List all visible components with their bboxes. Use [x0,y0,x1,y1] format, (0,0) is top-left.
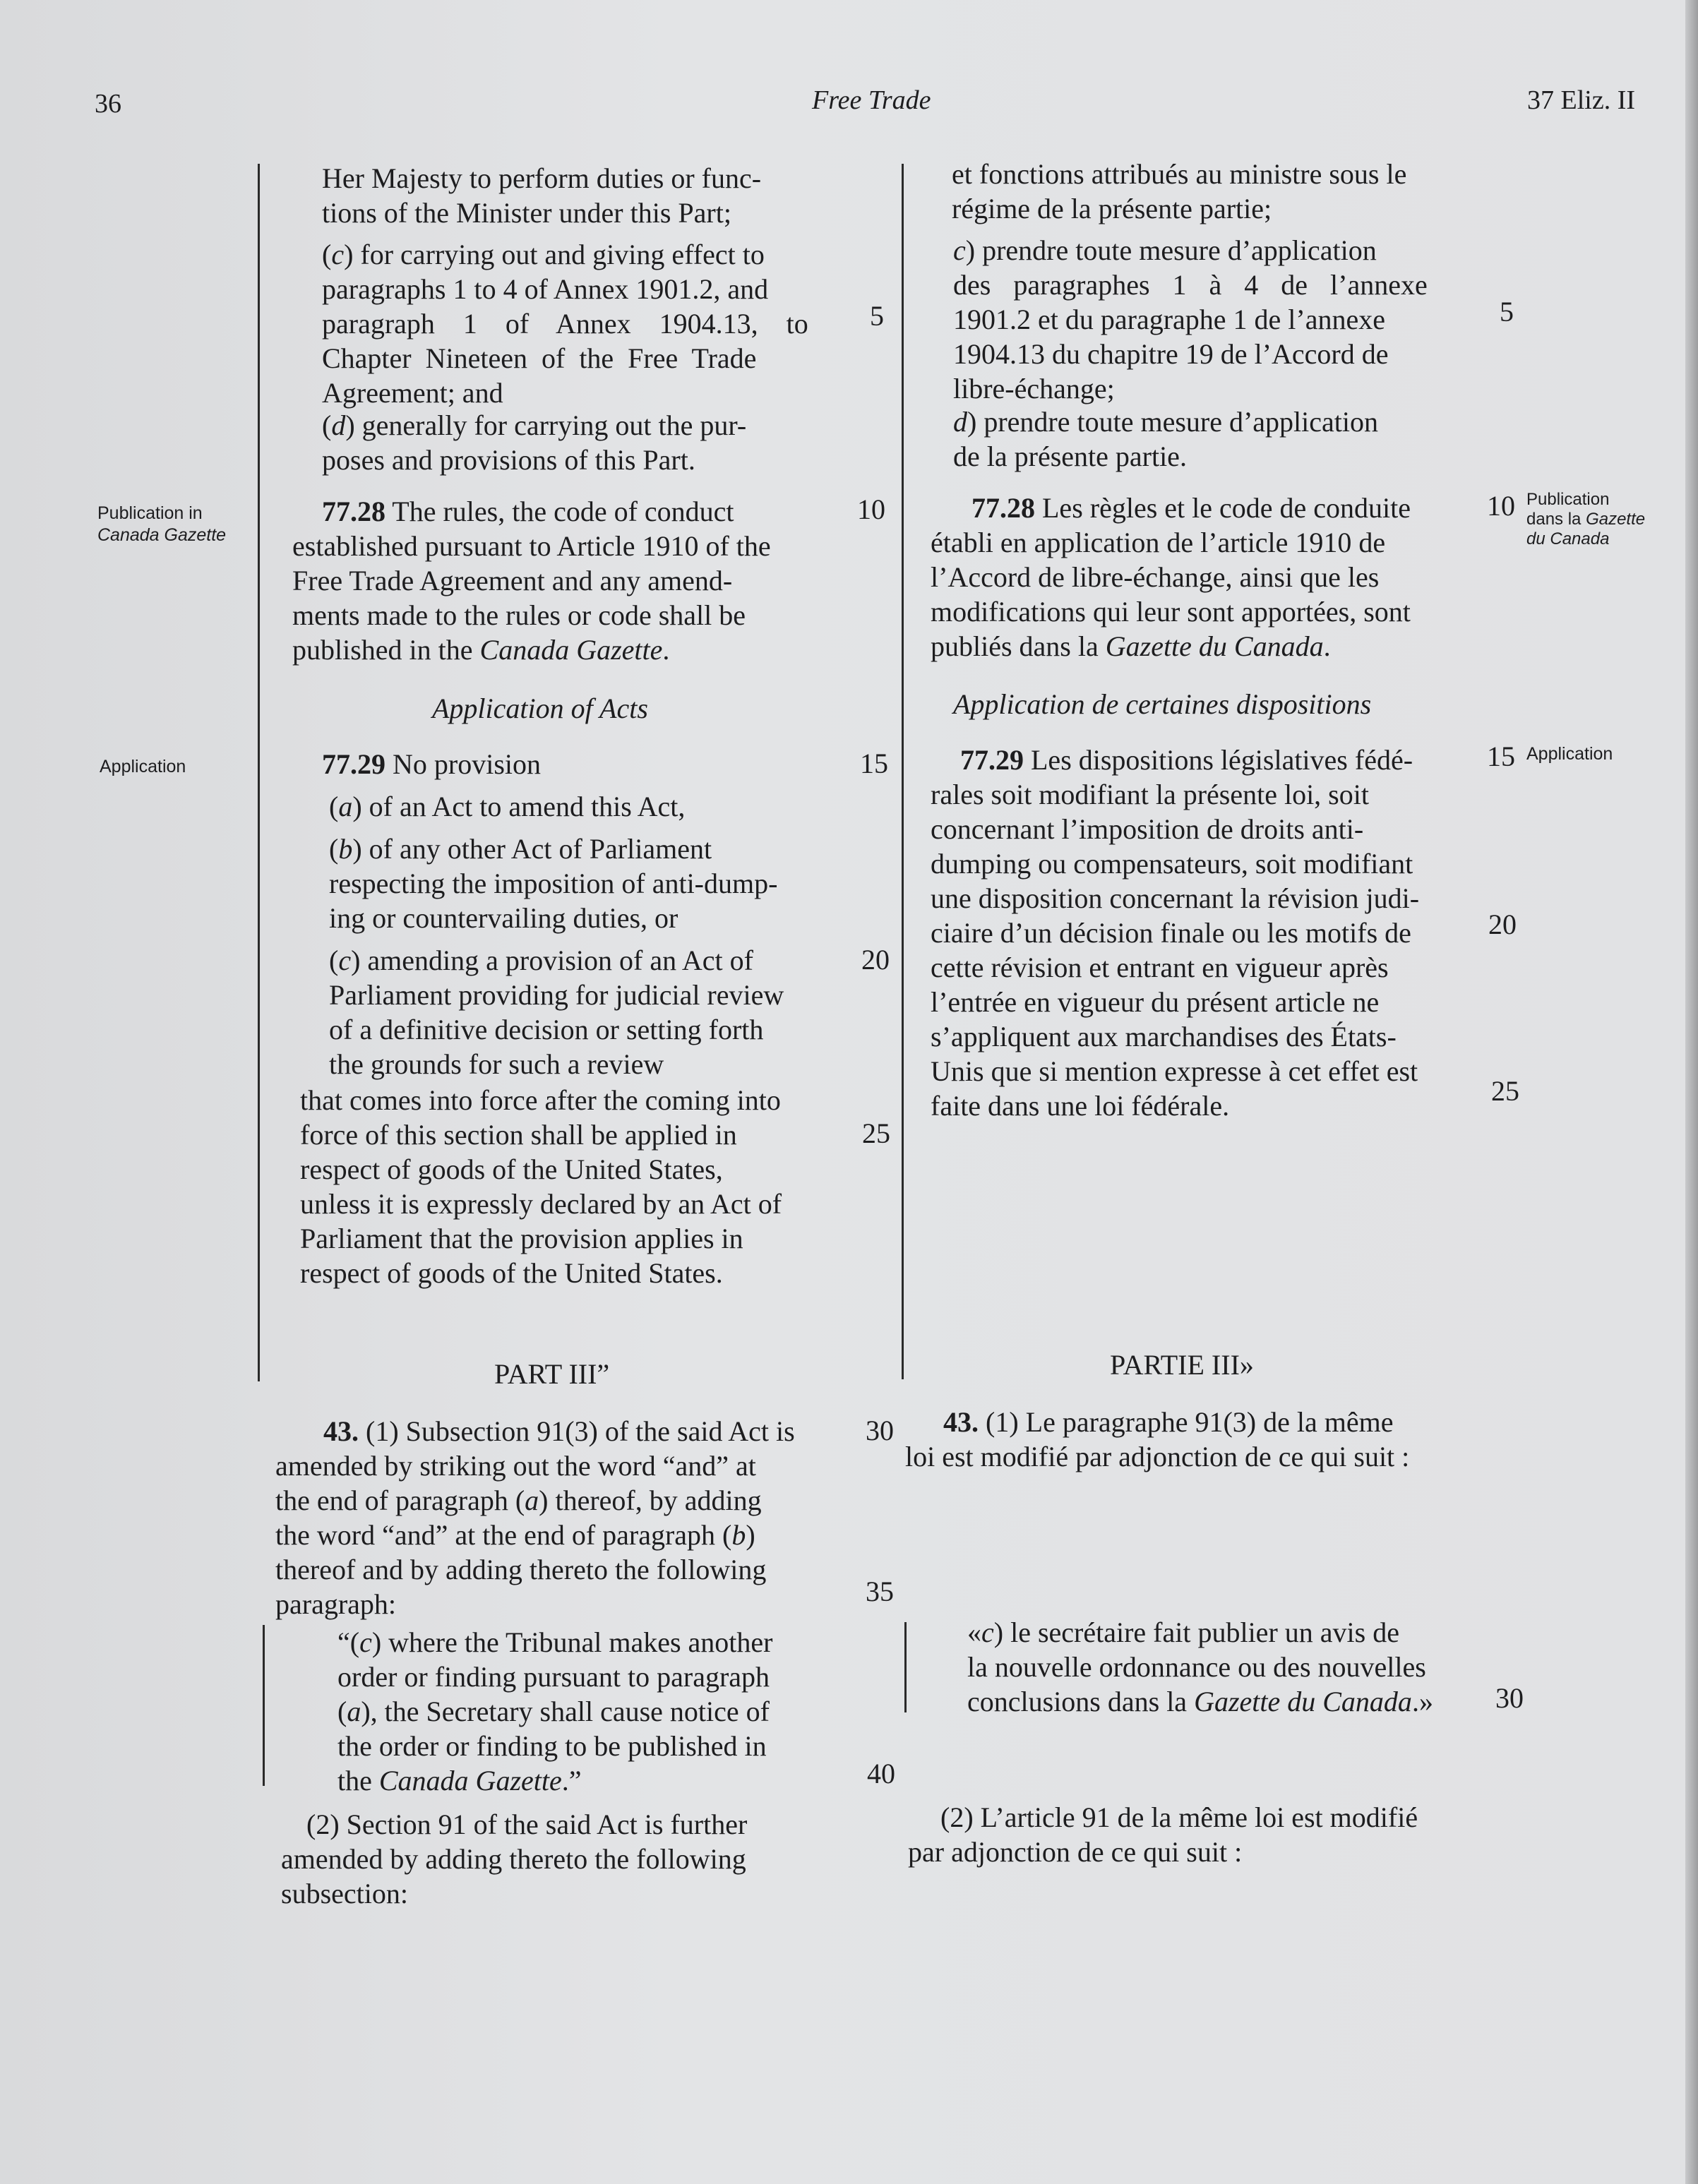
margin-note-publication [97,503,226,546]
text-line: “(c) where the Tribunal makes another [337,1626,773,1658]
quote-bar-left [263,1625,265,1786]
text-line: unless it is expressly declared by an Act of [300,1188,782,1220]
en-para-continuation [322,161,887,230]
margin-note-line: dans la Gazette [1526,510,1646,529]
en-quoted-paragraph-c [337,1625,888,1798]
text-line: 77.29 Les dispositions législatives fédé- [960,744,1413,776]
text-line: la nouvelle ordonnance ou des nouvelles [967,1651,1426,1683]
text-line: (b) of any other Act of Parliament [329,833,712,865]
text-line: published in the Canada Gazette. [292,634,670,666]
text-line: thereof and by adding thereto the following [275,1554,767,1585]
text-line: rales soit modifiant la présente loi, soit [931,779,1369,810]
text-line: (d) generally for carrying out the pur- [322,409,747,441]
line-number: 30 [866,1415,894,1446]
text-line: (a), the Secretary shall cause notice of [337,1696,770,1727]
text-line: Chapter Nineteen of the Free Trade [322,342,757,374]
text-line: the end of paragraph (a) thereof, by adding [275,1484,762,1516]
fr-section-43-1 [905,1405,1498,1474]
text-line: 43. (1) Subsection 91(3) of the said Act is [323,1415,795,1447]
line-number: 20 [1488,908,1517,940]
fr-section-77-29 [931,743,1488,1123]
text-line: s’appliquent aux marchandises des États- [931,1021,1397,1052]
text-line: amended by adding thereto the following [281,1843,746,1875]
margin-note-line: Publication in [97,503,203,523]
text-line: régime de la présente partie; [952,193,1272,224]
text-line: order or finding pursuant to paragraph [337,1661,770,1693]
line-number: 10 [1487,490,1515,522]
en-section-77-29 [322,747,887,781]
margin-note-application: Application [100,757,186,776]
margin-note-line: Canada Gazette [97,525,227,545]
page-number: 36 [95,89,121,119]
text-line: (c) for carrying out and giving effect to [322,239,765,270]
text-line: Parliament providing for judicial review [329,979,784,1011]
text-line: (2) L’article 91 de la même loi est modifié [940,1801,1418,1833]
text-line: d) prendre toute mesure d’application [953,406,1378,438]
text-line: (c) amending a provision of an Act of [329,944,753,976]
text-line: respect of goods of the United States. [300,1257,723,1289]
line-number: 15 [1487,740,1515,772]
text-line: ments made to the rules or code shall be [292,599,746,631]
fr-quoted-paragraph-c [967,1615,1504,1719]
running-title: Free Trade [812,85,931,115]
en-para-77-29-b [329,832,880,935]
fr-section-43-2 [908,1800,1501,1869]
text-line: dumping ou compensateurs, soit modifiant [931,848,1413,880]
fr-para-continuation [952,157,1488,226]
text-line: des paragraphes 1 à 4 de l’annexe [953,269,1428,301]
en-para-77-29-c [329,943,880,1081]
text-line: 1904.13 du chapitre 19 de l’Accord de [953,338,1389,370]
fr-part-heading: PARTIE III» [1110,1349,1254,1381]
margin-note-line: du Canada [1526,529,1610,548]
margin-note-publication-fr [1526,490,1645,549]
text-line: une disposition concernant la révision judi- [931,882,1420,914]
line-number: 5 [870,300,884,332]
fr-para-d [953,404,1490,474]
text-line: modifications qui leur sont apportées, sont [931,596,1411,628]
text-line: Free Trade Agreement and any amend- [292,565,733,596]
text-line: loi est modifié par adjonction de ce qui suit : [905,1441,1410,1472]
text-line: (2) Section 91 of the said Act is further [306,1808,748,1840]
text-line: 43. (1) Le paragraphe 91(3) de la même [943,1406,1394,1438]
text-line: ciaire d’un décision finale ou les motifs de [931,917,1411,949]
text-line: 77.28 The rules, the code of conduct [322,496,734,527]
line-number: 5 [1500,296,1514,328]
text-line: the order or finding to be published in [337,1730,767,1762]
margin-note-application-fr: Application [1526,744,1613,764]
text-line: conclusions dans la Gazette du Canada.» [967,1686,1433,1717]
text-line: 77.29 No provision [322,748,541,780]
text-line: subsection: [281,1878,408,1909]
text-line: paragraph: [275,1588,397,1620]
text-line: paragraph 1 of Annex 1904.13, to [322,308,808,340]
fr-heading-application: Application de certaines dispositions [953,688,1372,720]
line-number: 30 [1495,1682,1524,1714]
line-number: 10 [857,493,885,525]
text-line: Agreement; and [322,377,503,409]
line-number: 35 [866,1576,894,1607]
line-number: 15 [860,748,888,779]
en-para-77-29-tail [300,1083,879,1290]
text-line: «c) le secrétaire fait publier un avis de [967,1616,1399,1648]
text-line: of a definitive decision or setting forth [329,1014,764,1045]
text-line: l’entrée en vigueur du présent article ne [931,986,1380,1018]
text-line: Parliament that the provision applies in [300,1223,743,1254]
text-line: Unis que si mention expresse à cet effet est [931,1055,1418,1087]
fr-section-77-28 [931,491,1488,664]
margin-note-line: Publication [1526,490,1610,509]
text-line: établi en application de l’article 1910 de [931,527,1386,558]
en-para-77-29-a [329,789,880,824]
text-line: the Canada Gazette.” [337,1765,582,1796]
quote-bar-right [904,1622,907,1712]
text-line: Her Majesty to perform duties or func- [322,162,762,194]
text-line: tions of the Minister under this Part; [322,197,731,229]
text-line: that comes into force after the coming into [300,1084,781,1116]
text-line: de la présente partie. [953,440,1187,472]
text-line: par adjonction de ce qui suit : [908,1836,1243,1868]
line-number: 40 [867,1758,895,1789]
text-line: force of this section shall be applied in [300,1119,737,1151]
text-line: the word “and” at the end of paragraph (b) [275,1519,755,1551]
text-line: libre-échange; [953,373,1115,404]
text-line: et fonctions attribués au ministre sous le [952,158,1407,190]
line-number: 25 [862,1117,890,1149]
en-section-43-1 [275,1414,890,1621]
text-line: publiés dans la Gazette du Canada. [931,630,1331,662]
column-divider [902,164,904,1379]
text-line: (a) of an Act to amend this Act, [329,791,686,822]
en-section-77-28 [292,494,887,667]
text-line: the grounds for such a review [329,1048,664,1080]
en-part-heading: PART III” [494,1358,610,1390]
text-line: l’Accord de libre-échange, ainsi que les [931,561,1380,593]
text-line: 1901.2 et du paragraphe 1 de l’annexe [953,304,1385,335]
text-line: poses and provisions of this Part. [322,444,695,476]
text-line: 77.28 Les règles et le code de conduite [971,492,1411,524]
en-heading-application-of-acts: Application of Acts [432,692,648,724]
text-line: established pursuant to Article 1910 of the [292,530,771,562]
text-line: ing or countervailing duties, or [329,902,678,934]
regnal-year: 37 Eliz. II [1527,85,1636,115]
text-line: amended by striking out the word “and” at [275,1450,756,1482]
line-number: 25 [1491,1075,1519,1107]
page-edge [1685,0,1698,2184]
en-para-c [322,237,887,410]
line-number: 20 [861,944,890,976]
en-para-d [322,408,887,477]
fr-para-c [953,233,1490,406]
amendment-bar-left [258,164,260,1381]
text-line: concernant l’imposition de droits anti- [931,813,1364,845]
text-line: c) prendre toute mesure d’application [953,234,1377,266]
text-line: paragraphs 1 to 4 of Annex 1901.2, and [322,273,769,305]
text-line: respect of goods of the United States, [300,1153,723,1185]
en-section-43-2 [281,1807,895,1911]
text-line: faite dans une loi fédérale. [931,1090,1230,1122]
text-line: cette révision et entrant en vigueur après [931,952,1389,983]
text-line: respecting the imposition of anti-dump- [329,868,778,899]
